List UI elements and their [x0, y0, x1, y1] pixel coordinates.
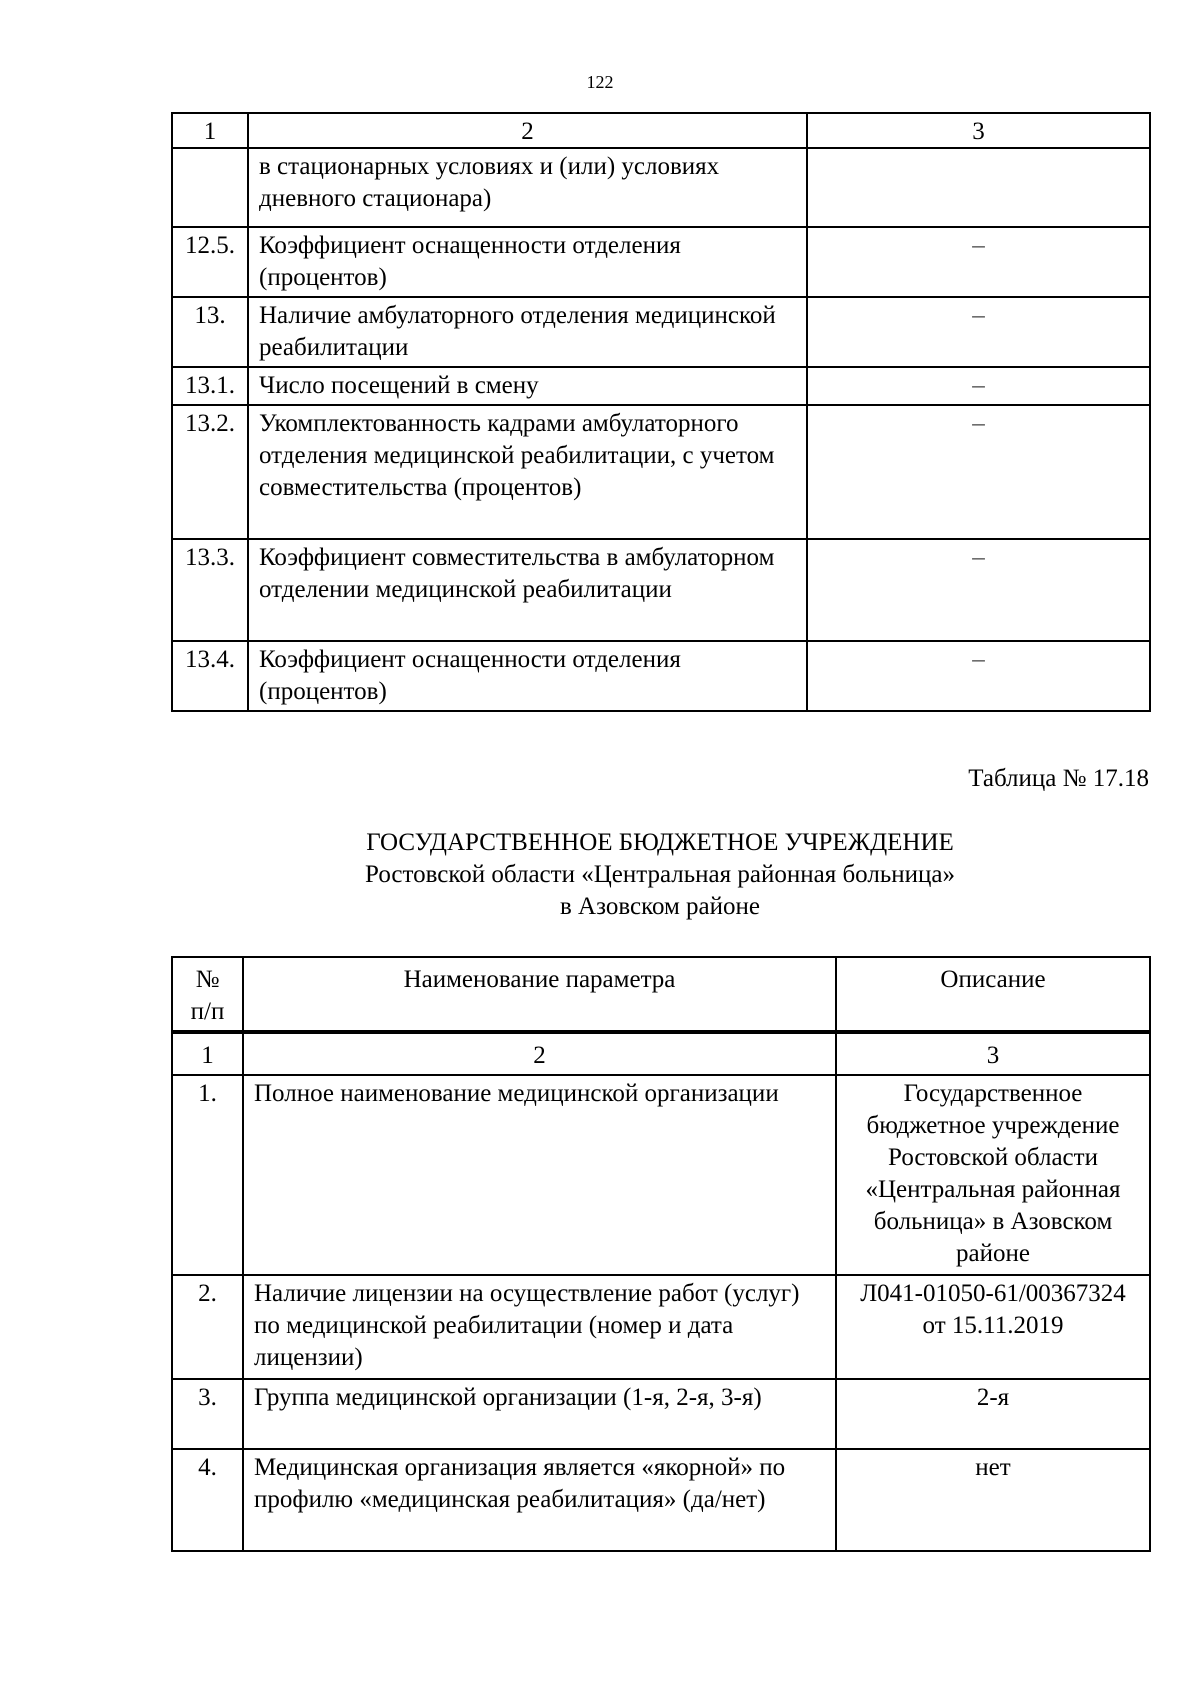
table-row: [172, 641, 1150, 711]
row-value: нет: [836, 1449, 1150, 1551]
row-value: –: [807, 367, 1150, 405]
row-value: –: [807, 641, 1150, 711]
row-parameter: Коэффициент совместительства в амбулаторном отделении медицинской реабилитации: [248, 539, 807, 641]
header-description: Описание: [836, 957, 1150, 1032]
header-number-line-1: №: [195, 966, 220, 993]
column-number-2: 2: [243, 1032, 836, 1075]
column-number-1: 1: [172, 113, 248, 148]
row-parameter: Коэффициент оснащенности отделения (процентов): [248, 641, 807, 711]
column-number-2: 2: [248, 113, 807, 148]
row-number: 13.1.: [172, 367, 248, 405]
table-row: [172, 1275, 1150, 1379]
parameters-table-continued: [171, 112, 1151, 712]
row-value: –: [807, 539, 1150, 641]
column-number-3: 3: [807, 113, 1150, 148]
table-row: [172, 297, 1150, 367]
table-row: [172, 367, 1150, 405]
table-caption: Таблица № 17.18: [968, 765, 1149, 792]
row-number: 13.: [172, 297, 248, 367]
row-number: 2.: [172, 1275, 243, 1379]
row-value: –: [807, 227, 1150, 297]
column-number-3: 3: [836, 1032, 1150, 1075]
row-number: 3.: [172, 1379, 243, 1449]
header-parameter-name: Наименование параметра: [243, 957, 836, 1032]
row-value: Л041-01050-61/00367324 от 15.11.2019: [836, 1275, 1150, 1379]
organization-title-line-2: Ростовской области «Центральная районная больница»: [365, 861, 955, 888]
table-row: [172, 148, 1150, 227]
table-row: [172, 1379, 1150, 1449]
row-number: 13.4.: [172, 641, 248, 711]
organization-parameters-table: [171, 956, 1151, 1552]
organization-title-line-1: ГОСУДАРСТВЕННОЕ БЮДЖЕТНОЕ УЧРЕЖДЕНИЕ: [366, 829, 954, 856]
row-value: –: [807, 405, 1150, 539]
column-number-row: [172, 1032, 1150, 1075]
row-parameter: Группа медицинской организации (1-я, 2-я, 3-я): [243, 1379, 836, 1449]
row-value: [807, 148, 1150, 227]
table-row: [172, 1075, 1150, 1275]
row-number: 13.3.: [172, 539, 248, 641]
row-number: 12.5.: [172, 227, 248, 297]
row-parameter: Полное наименование медицинской организации: [243, 1075, 836, 1275]
header-number-line-2: п/п: [190, 998, 225, 1025]
row-parameter: Медицинская организация является «якорной» по профилю «медицинская реабилитация» (да/нет): [243, 1449, 836, 1551]
row-number: 1.: [172, 1075, 243, 1275]
row-value: Государственное бюджетное учреждение Ростовской области «Центральная районная больница» в Азовском районе: [836, 1075, 1150, 1275]
row-parameter: Укомплектованность кадрами амбулаторного отделения медицинской реабилитации, с учетом совместительства (процентов): [248, 405, 807, 539]
page-number: 122: [586, 72, 614, 92]
row-number: 13.2.: [172, 405, 248, 539]
table-header-row: [172, 957, 1150, 1032]
row-value: 2-я: [836, 1379, 1150, 1449]
row-parameter: в стационарных условиях и (или) условиях дневного стационара): [248, 148, 807, 227]
row-value: –: [807, 297, 1150, 367]
row-parameter: Коэффициент оснащенности отделения (процентов): [248, 227, 807, 297]
row-parameter: Наличие лицензии на осуществление работ (услуг) по медицинской реабилитации (номер и дата лицензии): [243, 1275, 836, 1379]
row-parameter: Число посещений в смену: [248, 367, 807, 405]
row-number: [172, 148, 248, 227]
table-row: [172, 1449, 1150, 1551]
column-number-1: 1: [172, 1032, 243, 1075]
table-row: [172, 227, 1150, 297]
organization-title-line-3: в Азовском районе: [559, 893, 760, 920]
organization-title: [171, 827, 1149, 923]
row-parameter: Наличие амбулаторного отделения медицинской реабилитации: [248, 297, 807, 367]
header-number: [172, 957, 243, 1032]
table-row: [172, 405, 1150, 539]
row-number: 4.: [172, 1449, 243, 1551]
column-number-row: [172, 113, 1150, 148]
table-row: [172, 539, 1150, 641]
